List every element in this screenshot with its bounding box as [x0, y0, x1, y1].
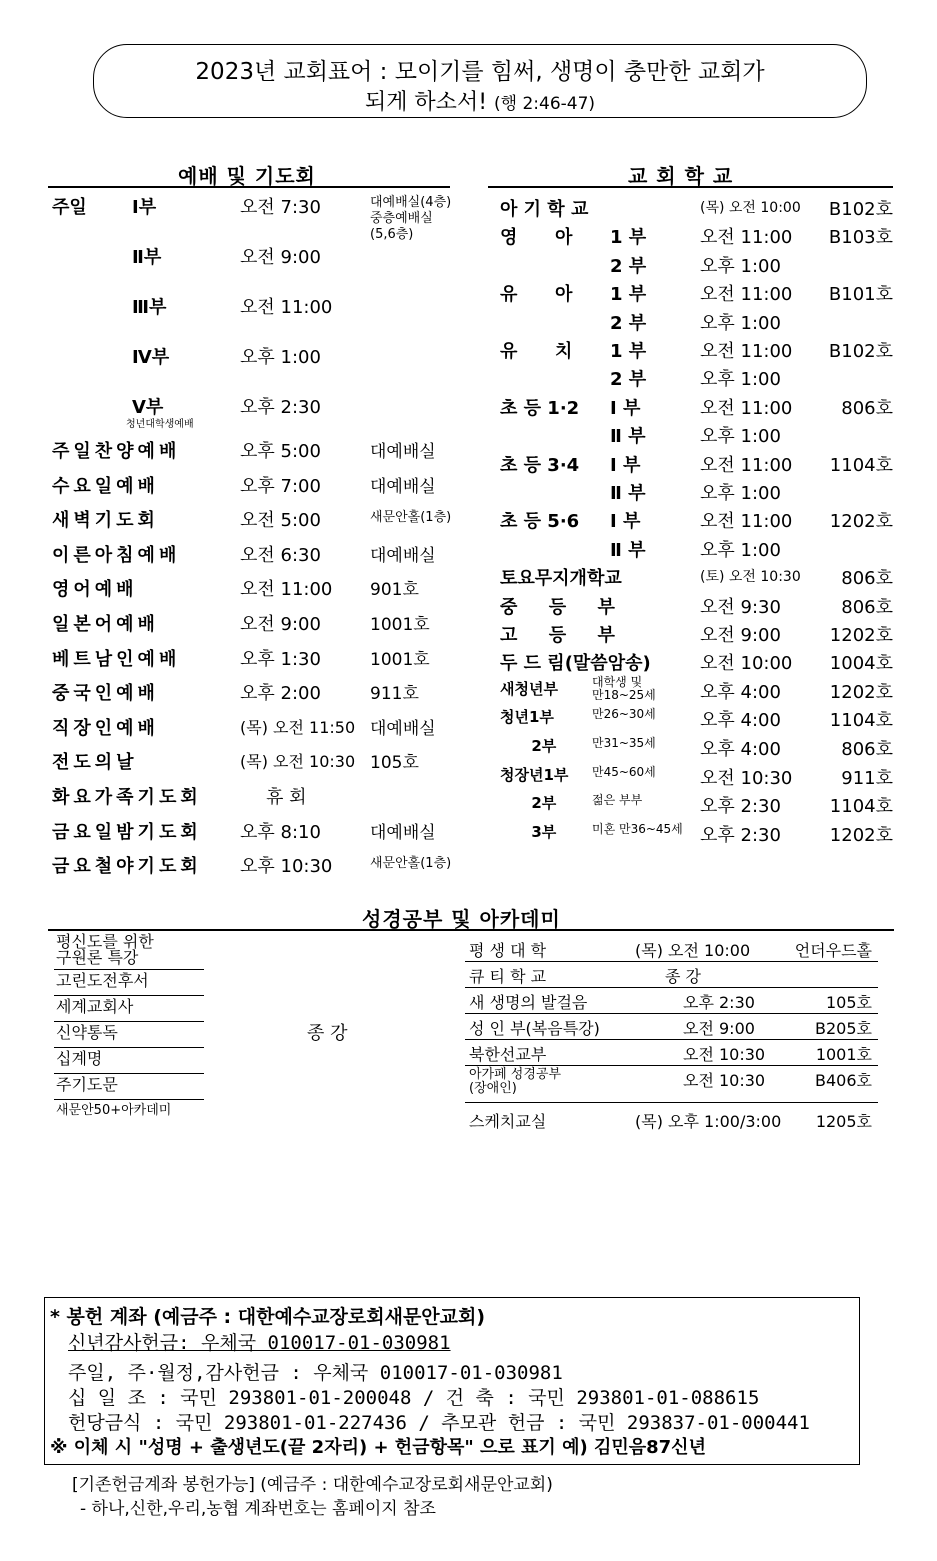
service-place: (5,6층) [370, 227, 414, 242]
service-time: (목) 오전 10:30 [240, 752, 356, 772]
service-place: 대예배실 [370, 442, 436, 462]
bible-room: 1001호 [815, 1045, 872, 1064]
service-name: 베트남인예배 [52, 648, 181, 670]
school-time: (목) 오전 10:00 [700, 200, 801, 216]
sunday-label: 주일 [52, 197, 87, 218]
school-age: 대학생 및 만18~25세 [592, 674, 656, 702]
service-row [52, 645, 452, 675]
service-time: 오후 1:30 [240, 648, 321, 670]
school-time: 오전 9:30 [700, 596, 781, 618]
sunday-row [52, 343, 452, 373]
school-row [500, 507, 895, 535]
service-part: Ⅴ부 [132, 397, 164, 418]
service-time: 오후 2:30 [240, 397, 321, 418]
school-part: 2 부 [610, 255, 647, 277]
school-time: 오후 4:00 [700, 739, 781, 760]
service-row [52, 818, 452, 848]
school-name: 중 등 부 [500, 596, 615, 618]
service-place: 대예배실 [370, 545, 436, 566]
bible-time: 종 강 [665, 967, 701, 986]
school-row [500, 621, 895, 649]
school-room: B101호 [828, 284, 893, 306]
school-time: 오후 1:00 [700, 369, 781, 391]
school-row [500, 564, 895, 592]
school-row [500, 706, 895, 734]
school-row [500, 223, 895, 251]
school-time: 오전 10:00 [700, 653, 793, 675]
school-part: 2 부 [610, 312, 647, 334]
school-time: 오전 11:00 [700, 454, 793, 476]
service-row [52, 575, 452, 605]
bible-name: 아가페 성경공부 (장애인) [469, 1067, 562, 1096]
service-place: 대예배실 [370, 822, 436, 843]
service-place: 대예배실 [370, 476, 436, 497]
school-room: 1202호 [829, 511, 893, 533]
school-time: 오전 10:30 [700, 767, 793, 789]
school-room: 1004호 [829, 653, 893, 675]
service-name: 수요일예배 [52, 475, 159, 497]
bible-room: B406호 [815, 1071, 872, 1090]
bible-name: 평 생 대 학 [469, 941, 547, 960]
bible-name: 새 생명의 발걸음 [469, 993, 588, 1012]
bible-row [465, 1066, 878, 1103]
school-row [500, 365, 895, 393]
service-time: 오후 7:00 [240, 475, 321, 497]
school-room: 806호 [841, 596, 893, 618]
bible-course: 세계교회사 [54, 996, 204, 1022]
school-room: B102호 [828, 199, 893, 220]
motto-line1: 2023년 교회표어 : 모이기를 힘써, 생명이 충만한 교회가 [195, 59, 765, 85]
school-room: 806호 [841, 397, 893, 419]
school-name: 3부 [500, 822, 557, 841]
service-place: 대예배실(4층) [370, 195, 452, 210]
bible-room: B205호 [815, 1019, 872, 1038]
school-row [500, 792, 895, 820]
bible-row [465, 988, 878, 1014]
service-name: 일본어예배 [52, 614, 159, 635]
school-row [500, 536, 895, 564]
school-age: 만26~30세 [592, 707, 656, 722]
school-row [500, 451, 895, 479]
bible-name: 북한선교부 [469, 1045, 547, 1064]
bible-right-table [465, 936, 878, 1132]
school-time: 오전 11:00 [700, 227, 793, 249]
school-part: 1 부 [610, 341, 647, 362]
service-row [52, 437, 452, 467]
bible-name: 스케치교실 [469, 1112, 547, 1131]
offering-newyear: 신년감사헌금: 우체국 010017-01-030981 [68, 1332, 451, 1354]
footer-line1: [기존헌금계좌 봉헌가능] (예금주 : 대한예수교장로회새문안교회) [72, 1475, 553, 1495]
school-room: 1104호 [829, 796, 893, 818]
service-row [52, 472, 452, 502]
bible-middle-status: 종 강 [307, 1023, 348, 1044]
service-place: 901호 [370, 580, 419, 601]
school-name: 2부 [500, 794, 557, 813]
school-time: 오후 1:00 [700, 426, 781, 448]
bible-row [465, 936, 878, 962]
school-part: 2 부 [610, 369, 647, 391]
school-row [500, 280, 895, 308]
service-part: Ⅰ부 [132, 197, 157, 218]
bible-row [465, 1040, 878, 1066]
offering-line1: 주일, 주·월정,감사헌금 : 우체국 010017-01-030981 [68, 1362, 563, 1384]
service-row [52, 610, 452, 640]
school-time: 오후 1:00 [700, 539, 781, 561]
bible-time: 오전 10:30 [683, 1045, 766, 1064]
school-part: Ⅱ 부 [610, 539, 646, 561]
school-name: 유 치 [500, 341, 573, 362]
school-row [500, 479, 895, 507]
service-row [52, 748, 452, 778]
school-room: B102호 [828, 341, 893, 362]
bible-time: (목) 오후 1:00/3:00 [635, 1112, 782, 1131]
school-time: 오후 4:00 [700, 710, 781, 732]
bible-course: 신약통독 [54, 1022, 204, 1048]
school-time: 오전 11:00 [700, 284, 793, 306]
school-time: 오전 11:00 [700, 511, 793, 533]
school-rule [488, 186, 893, 188]
service-row [52, 541, 452, 571]
service-part: Ⅲ부 [132, 297, 167, 318]
school-row [500, 309, 895, 337]
school-room: 911호 [841, 767, 893, 789]
school-row [500, 337, 895, 365]
footer-line2: - 하나,신한,우리,농협 계좌번호는 홈페이지 참조 [80, 1499, 436, 1519]
service-time: 오전 7:30 [240, 197, 321, 218]
bible-room: 105호 [826, 993, 872, 1012]
school-name: 고 등 부 [500, 625, 615, 646]
school-row [500, 674, 895, 706]
bible-course: 십계명 [54, 1048, 204, 1074]
motto-ref: (행 2:46-47) [494, 94, 596, 114]
service-time: 오전 9:00 [240, 614, 321, 635]
service-name: 주일찬양예배 [52, 441, 181, 462]
school-part: 1 부 [610, 227, 647, 249]
bible-row [465, 1107, 878, 1132]
bible-room: 언더우드홀 [794, 941, 872, 960]
school-name: 2부 [500, 737, 557, 755]
bible-name: 큐 티 학 교 [469, 967, 547, 986]
offering-note: ※ 이체 시 "성명 + 출생년도(끝 2자리) + 헌금항목" 으로 표기 예) 김민음87신년 [50, 1437, 706, 1458]
bible-rule [48, 929, 894, 931]
service-name: 중국인예배 [52, 683, 159, 705]
school-part: Ⅰ 부 [610, 454, 641, 476]
service-time: 오후 5:00 [240, 441, 321, 462]
school-row [500, 593, 895, 621]
school-row [500, 735, 895, 763]
service-time: 오후 10:30 [240, 856, 333, 878]
school-age: 젊은 부부 [592, 793, 643, 808]
service-place: 1001호 [370, 649, 430, 670]
service-place: 중층예배실 [370, 211, 433, 226]
service-place: 새문안홀(1층) [370, 856, 452, 872]
motto-text: 되게 하소서! [364, 90, 488, 115]
worship-rule [48, 186, 450, 188]
school-age: 만31~35세 [592, 736, 656, 750]
school-name: 초 등 1·2 [500, 397, 580, 419]
sunday-v-note: 청년대학생예배 [126, 419, 194, 430]
school-time: 오후 2:30 [700, 824, 781, 846]
service-row [52, 506, 452, 536]
school-room: 1202호 [829, 681, 893, 703]
service-time: 오전 6:30 [240, 544, 321, 566]
service-time: 오후 2:00 [240, 683, 321, 705]
school-age: 미혼 만36~45세 [592, 821, 683, 836]
school-room: 1104호 [829, 710, 893, 732]
service-row [52, 783, 452, 813]
school-row [500, 764, 895, 792]
service-time: 휴 회 [266, 787, 307, 808]
offering-line2: 십 일 조 : 국민 293801-01-200048 / 건 축 : 국민 293801-01-088615 [68, 1387, 760, 1409]
school-row [500, 422, 895, 450]
service-row [52, 714, 452, 744]
motto-line2 [94, 85, 866, 116]
school-time: 오후 4:00 [700, 681, 781, 703]
bible-title: 성경공부 및 아카데미 [362, 907, 561, 931]
school-row [500, 821, 895, 849]
service-place: 1001호 [370, 615, 430, 635]
service-time: 오전 9:00 [240, 247, 321, 268]
bible-row [465, 1014, 878, 1040]
bible-row [465, 962, 878, 988]
school-part: Ⅰ 부 [610, 511, 641, 533]
bible-time: 오후 2:30 [683, 993, 755, 1012]
sunday-row [52, 393, 452, 430]
service-row [52, 679, 452, 709]
school-name: 초 등 3·4 [500, 454, 580, 476]
school-room: 1202호 [829, 824, 893, 846]
service-part: Ⅳ부 [132, 347, 170, 368]
school-row [500, 252, 895, 280]
service-time: 오후 8:10 [240, 821, 321, 843]
service-name: 직장인예배 [52, 717, 159, 739]
school-row [500, 195, 895, 223]
school-name: 청년1부 [500, 708, 554, 727]
school-room: 1202호 [829, 625, 893, 646]
school-name: 두 드 림(말씀암송) [500, 653, 651, 675]
school-part: Ⅰ 부 [610, 397, 641, 419]
school-room: 1104호 [829, 454, 893, 476]
bible-name: 성 인 부(복음특강) [469, 1019, 600, 1038]
service-time: 오전 11:00 [240, 297, 333, 318]
offering-header: * 봉헌 계좌 (예금주 : 대한예수교장로회새문안교회) [50, 1306, 486, 1328]
bible-left-list [54, 932, 204, 1125]
school-name: 새청년부 [500, 679, 558, 698]
service-name: 영어예배 [52, 579, 138, 601]
service-time: 오후 1:00 [240, 347, 321, 368]
school-time: (토) 오전 10:30 [700, 569, 801, 586]
school-name: 영 아 [500, 227, 573, 249]
school-time: 오전 11:00 [700, 341, 793, 362]
service-place: 105호 [370, 753, 419, 774]
service-name: 새벽기도회 [52, 510, 159, 532]
school-time: 오후 1:00 [700, 255, 781, 277]
bible-time: 오전 10:30 [683, 1071, 766, 1090]
school-title: 교 회 학 교 [628, 164, 734, 188]
school-row [500, 649, 895, 677]
service-place: 새문안홀(1층) [370, 510, 452, 526]
bible-course: 주기도문 [54, 1074, 204, 1100]
service-row [52, 852, 452, 882]
bible-course: 평신도를 위한 구원론 특강 [54, 932, 204, 970]
school-part: 1 부 [610, 284, 647, 306]
school-time: 오후 2:30 [700, 796, 781, 818]
bible-time: 오전 9:00 [683, 1019, 755, 1038]
school-room: 806호 [841, 739, 893, 760]
school-age: 만45~60세 [592, 764, 656, 779]
worship-title: 예배 및 기도회 [178, 164, 316, 188]
service-place: 911호 [370, 684, 419, 705]
bible-course: 새문안50+아카데미 [56, 1103, 172, 1118]
school-name: 아 기 학 교 [500, 199, 589, 220]
school-row [500, 394, 895, 422]
school-name: 유 아 [500, 284, 573, 306]
school-time: 오전 9:00 [700, 625, 781, 646]
offering-line3: 헌당금식 : 국민 293801-01-227436 / 추모관 헌금 : 국민 293837-01-000441 [68, 1412, 810, 1434]
bible-room: 1205호 [815, 1112, 872, 1131]
service-time: (목) 오전 11:50 [240, 717, 356, 737]
school-time: 오후 1:00 [700, 483, 781, 504]
motto-box [93, 44, 867, 118]
school-part: Ⅱ 부 [610, 483, 646, 504]
service-place: 대예배실 [370, 718, 436, 739]
service-name: 전도의날 [52, 752, 138, 774]
school-room: B103호 [828, 227, 893, 249]
school-part: Ⅱ 부 [610, 426, 646, 448]
school-time: 오전 11:00 [700, 397, 793, 419]
service-time: 오전 11:00 [240, 579, 333, 601]
school-name: 토요무지개학교 [500, 568, 622, 590]
service-name: 금요일밤기도회 [52, 821, 202, 843]
service-time: 오전 5:00 [240, 510, 321, 532]
bible-time: (목) 오전 10:00 [635, 941, 751, 960]
service-part: Ⅱ부 [132, 247, 162, 268]
bible-course: 고린도전후서 [54, 970, 204, 996]
service-name: 금요철야기도회 [52, 856, 202, 878]
school-name: 초 등 5·6 [500, 511, 580, 533]
school-time: 오후 1:00 [700, 312, 781, 334]
school-room: 806호 [841, 568, 893, 590]
service-name: 화요가족기도회 [52, 787, 202, 808]
school-name: 청장년1부 [500, 765, 569, 784]
service-name: 이른아침예배 [52, 544, 181, 566]
